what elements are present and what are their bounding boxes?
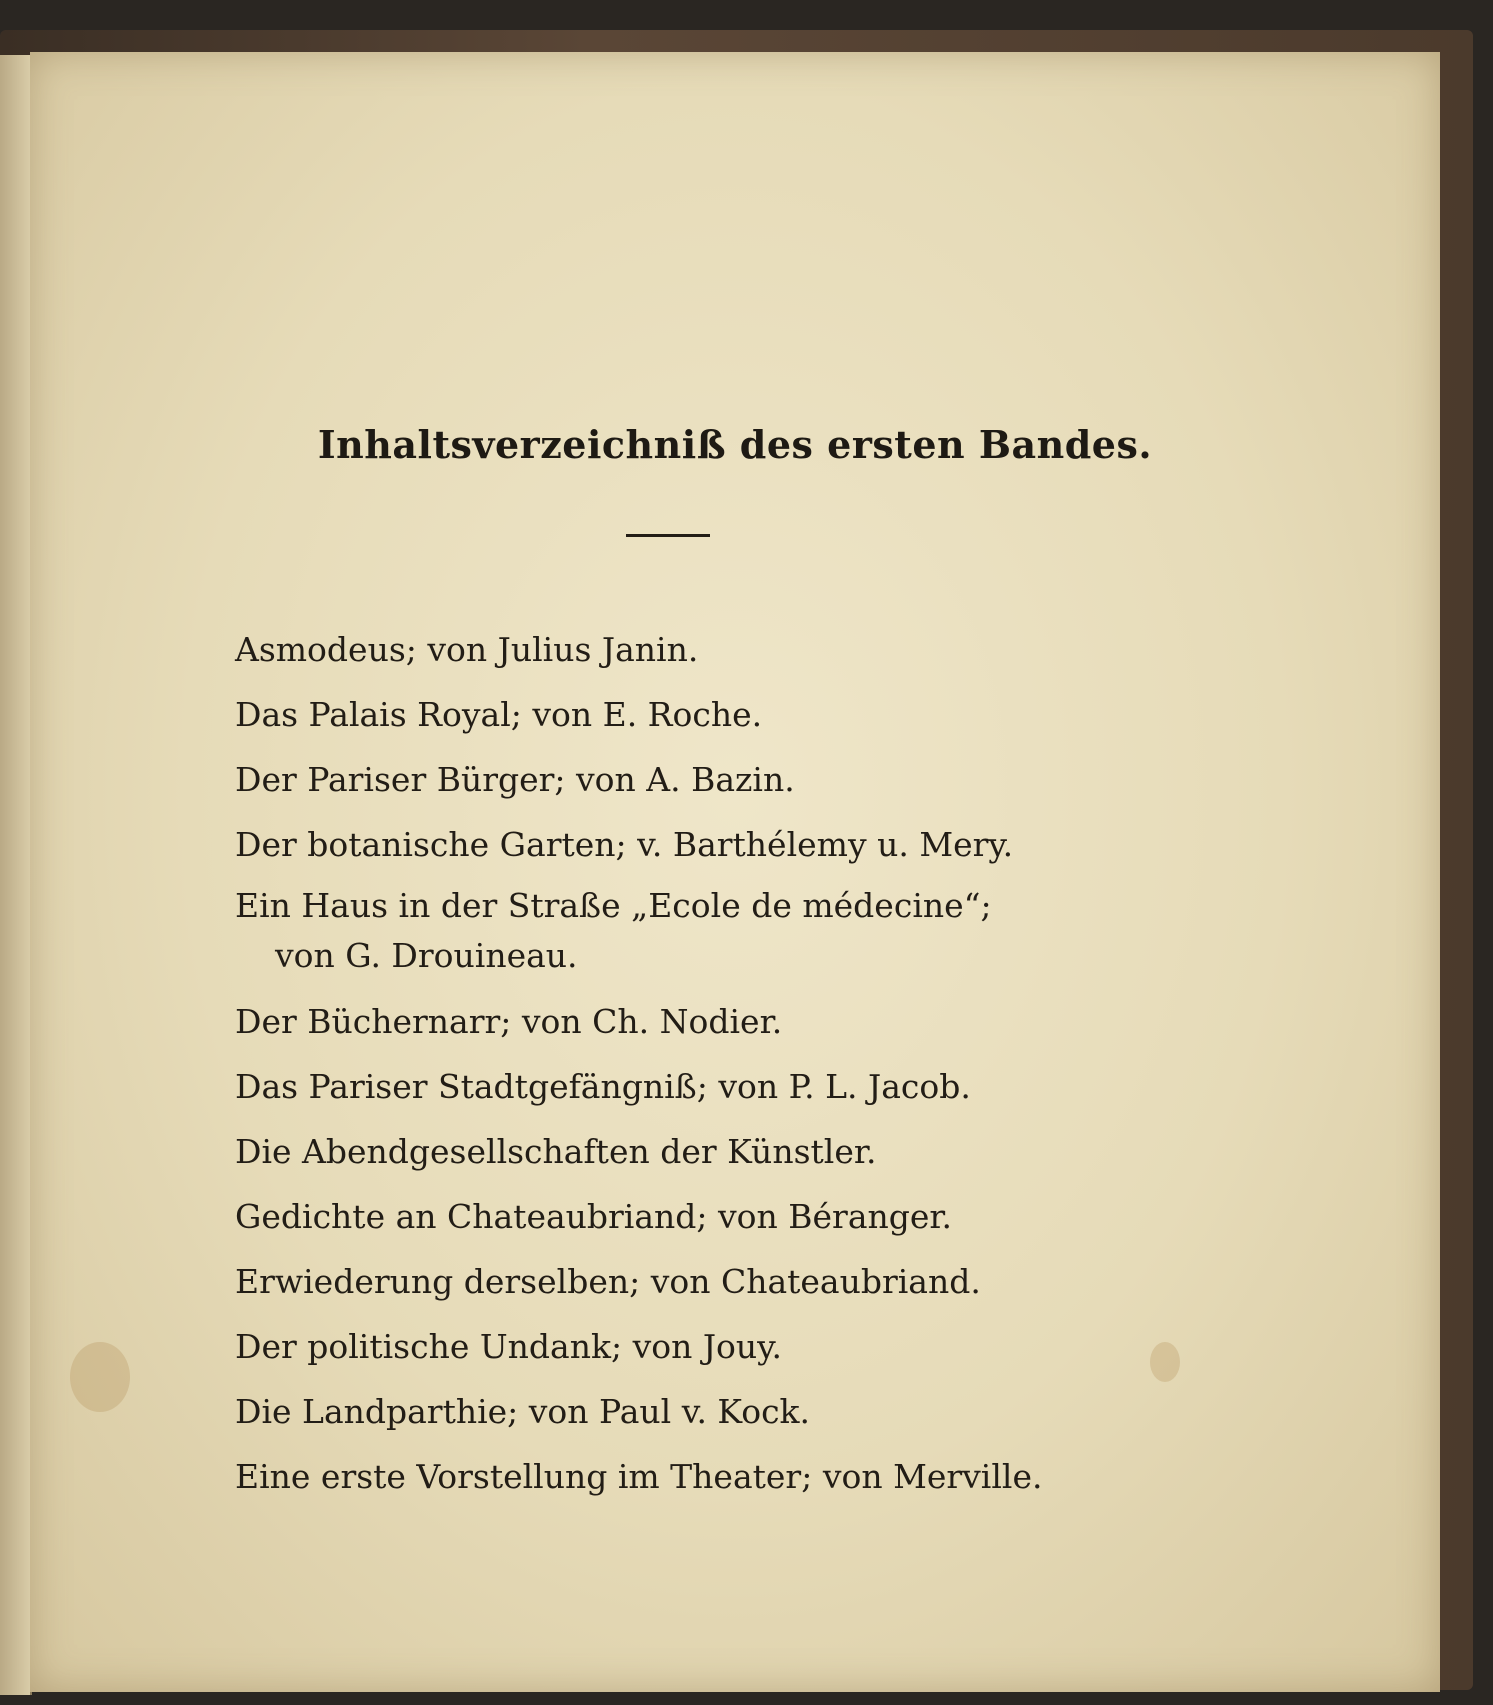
toc-entry: Der politische Undank; von Jouy. bbox=[235, 1327, 782, 1366]
previous-page-edge bbox=[0, 55, 32, 1695]
page-title: Inhaltsverzeichniß des ersten Bandes. bbox=[317, 422, 1153, 467]
toc-entry: Der botanische Garten; v. Barthélemy u. Mery. bbox=[235, 825, 1014, 864]
toc-entry: Das Pariser Stadtgefängniß; von P. L. Jacob. bbox=[235, 1067, 971, 1106]
toc-entry: Der Pariser Bürger; von A. Bazin. bbox=[235, 760, 795, 799]
toc-entry: Asmodeus; von Julius Janin. bbox=[235, 630, 699, 669]
toc-entry: Die Landparthie; von Paul v. Kock. bbox=[235, 1392, 811, 1431]
stain bbox=[70, 1342, 130, 1412]
toc-entry: Der Büchernarr; von Ch. Nodier. bbox=[235, 1002, 783, 1041]
toc-entry: Ein Haus in der Straße „Ecole de médecine“; bbox=[235, 886, 992, 925]
toc-entry-continuation: von G. Drouineau. bbox=[275, 936, 578, 975]
book-page bbox=[30, 52, 1440, 1692]
table-of-contents bbox=[235, 617, 1135, 1509]
stain bbox=[1150, 1342, 1180, 1382]
toc-entry: Gedichte an Chateaubriand; von Béranger. bbox=[235, 1197, 953, 1236]
toc-entry: Das Palais Royal; von E. Roche. bbox=[235, 695, 763, 734]
toc-entry: Erwiederung derselben; von Chateaubriand. bbox=[235, 1262, 981, 1301]
toc-entry: Eine erste Vorstellung im Theater; von Merville. bbox=[235, 1457, 1043, 1496]
title-rule bbox=[626, 534, 710, 537]
toc-entry-multiline bbox=[235, 881, 1135, 989]
toc-entry: Die Abendgesellschaften der Künstler. bbox=[235, 1132, 877, 1171]
